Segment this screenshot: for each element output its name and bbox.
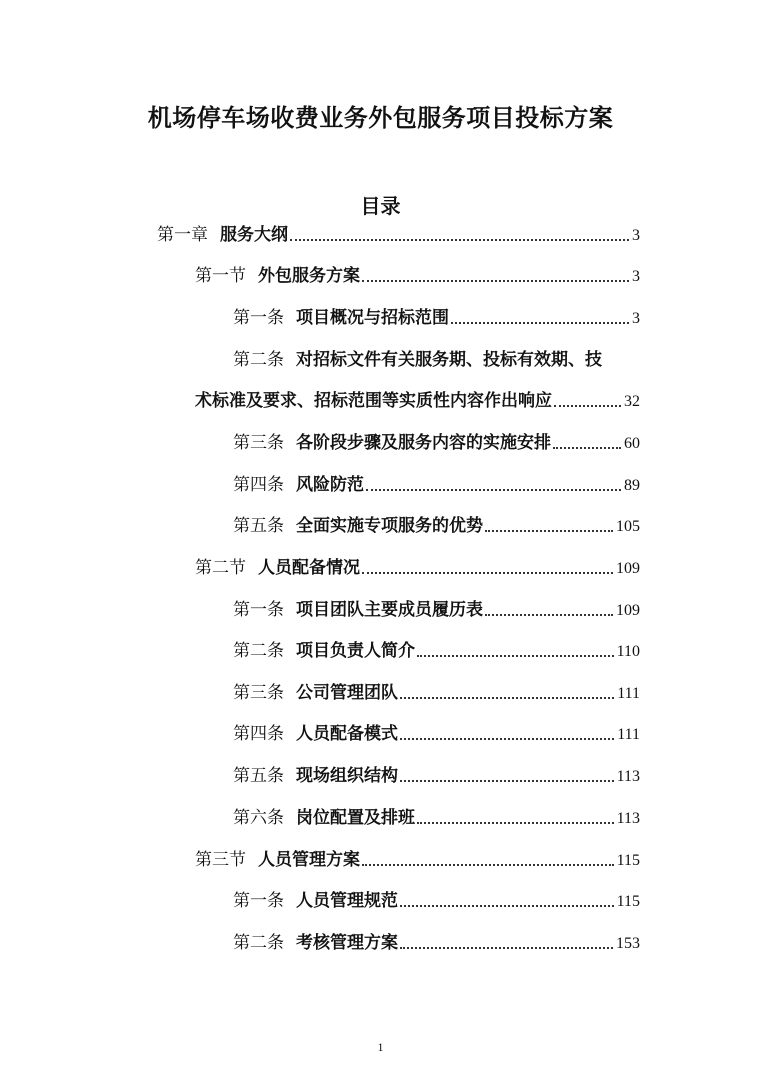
toc-dot-leader — [400, 780, 614, 782]
toc-entry-title: 项目概况与招标范围 — [296, 308, 449, 328]
toc-entry-page: 3 — [632, 227, 640, 244]
toc-entry-page: 115 — [616, 852, 640, 869]
toc-entry-number: 第四条 — [233, 475, 284, 495]
toc-dot-leader — [400, 905, 614, 907]
toc-entry-article-1-4[interactable] — [233, 470, 640, 496]
toc-entry-number: 第三节 — [195, 850, 246, 870]
toc-entry-page: 153 — [616, 935, 640, 952]
toc-entry-page: 109 — [616, 560, 640, 577]
toc-entry-section-2[interactable] — [195, 553, 640, 579]
toc-entry-title: 项目负责人简介 — [296, 641, 415, 661]
toc-dot-leader — [400, 738, 614, 740]
toc-entry-article-2-3[interactable] — [233, 678, 640, 704]
toc-entry-number: 第二条 — [233, 350, 284, 370]
toc-entry-page: 3 — [632, 310, 640, 327]
toc-entry-number: 第一节 — [195, 266, 246, 286]
toc-entry-title: 外包服务方案 — [258, 266, 360, 286]
toc-entry-title: 风险防范 — [296, 475, 364, 495]
toc-entry-page: 113 — [616, 810, 640, 827]
toc-entry-article-3-2[interactable] — [233, 928, 640, 954]
toc-entry-number: 第二节 — [195, 558, 246, 578]
toc-entry-number: 第二条 — [233, 933, 284, 953]
toc-entry-title: 人员配备情况 — [258, 558, 360, 578]
toc-entry-page: 111 — [617, 726, 640, 743]
toc-dot-leader — [553, 447, 621, 449]
toc-entry-number: 第三条 — [233, 683, 284, 703]
toc-entry-number: 第三条 — [233, 433, 284, 453]
toc-dot-leader — [362, 280, 629, 282]
toc-entry-page: 105 — [616, 518, 640, 535]
toc-entry-number: 第五条 — [233, 766, 284, 786]
toc-entry-article-2-6[interactable] — [233, 803, 640, 829]
toc-entry-article-1-2[interactable] — [233, 345, 640, 371]
toc-entry-page: 3 — [632, 268, 640, 285]
toc-entry-title: 人员管理规范 — [296, 891, 398, 911]
toc-entry-number: 第五条 — [233, 516, 284, 536]
toc-dot-leader — [400, 947, 613, 949]
toc-entry-number: 第四条 — [233, 724, 284, 744]
toc-dot-leader — [554, 405, 621, 407]
toc-entry-page: 89 — [624, 477, 640, 494]
toc-entry-page: 32 — [624, 393, 640, 410]
toc-entry-number: 第一条 — [233, 600, 284, 620]
toc-entry-section-3[interactable] — [195, 845, 640, 871]
toc-entry-article-1-2-continued[interactable] — [195, 386, 640, 412]
toc-entry-article-1-1[interactable] — [233, 303, 640, 329]
toc-entry-title: 各阶段步骤及服务内容的实施安排 — [296, 433, 551, 453]
toc-entry-page: 110 — [616, 643, 640, 660]
toc-entry-number: 第一条 — [233, 308, 284, 328]
toc-entry-article-1-5[interactable] — [233, 511, 640, 537]
toc-entry-number: 第一章 — [157, 225, 208, 245]
toc-entry-article-2-4[interactable] — [233, 719, 640, 745]
toc-entry-title: 术标准及要求、招标范围等实质性内容作出响应 — [195, 391, 552, 411]
toc-entry-page: 111 — [617, 685, 640, 702]
toc-dot-leader — [417, 822, 614, 824]
toc-entry-title: 岗位配置及排班 — [296, 808, 415, 828]
toc-entry-chapter-1[interactable] — [157, 220, 640, 246]
toc-entry-page: 113 — [616, 768, 640, 785]
toc-dot-leader — [290, 239, 629, 241]
toc-entry-article-3-1[interactable] — [233, 886, 640, 912]
toc-entry-title: 公司管理团队 — [296, 683, 398, 703]
toc-entry-title: 考核管理方案 — [296, 933, 398, 953]
toc-entry-title: 人员管理方案 — [258, 850, 360, 870]
toc-entry-page: 109 — [616, 602, 640, 619]
toc-entry-article-2-1[interactable] — [233, 595, 640, 621]
toc-dot-leader — [366, 489, 621, 491]
toc-entry-page: 115 — [616, 893, 640, 910]
toc-entry-page: 60 — [624, 435, 640, 452]
toc-entry-number: 第二条 — [233, 641, 284, 661]
toc-dot-leader — [362, 572, 613, 574]
toc-entry-title: 现场组织结构 — [296, 766, 398, 786]
toc-entry-number: 第一条 — [233, 891, 284, 911]
toc-entry-title: 服务大纲 — [220, 225, 288, 245]
toc-entry-number: 第六条 — [233, 808, 284, 828]
toc-entry-title: 对招标文件有关服务期、投标有效期、技 — [296, 350, 602, 370]
toc-dot-leader — [400, 697, 614, 699]
toc-dot-leader — [451, 322, 629, 324]
toc-entry-title: 全面实施专项服务的优势 — [296, 516, 483, 536]
toc-entry-article-2-5[interactable] — [233, 761, 640, 787]
toc-entry-title: 人员配备模式 — [296, 724, 398, 744]
toc-dot-leader — [417, 655, 614, 657]
toc-entry-article-1-3[interactable] — [233, 428, 640, 454]
toc-heading: 目录 — [360, 194, 401, 218]
toc-entry-title: 项目团队主要成员履历表 — [296, 600, 483, 620]
toc-entry-section-1[interactable] — [195, 261, 640, 287]
page-number: 1 — [377, 1040, 384, 1054]
document-title: 机场停车场收费业务外包服务项目投标方案 — [147, 103, 614, 132]
toc-dot-leader — [485, 530, 613, 532]
toc-dot-leader — [485, 614, 613, 616]
toc-entry-article-2-2[interactable] — [233, 636, 640, 662]
toc-dot-leader — [362, 864, 614, 866]
